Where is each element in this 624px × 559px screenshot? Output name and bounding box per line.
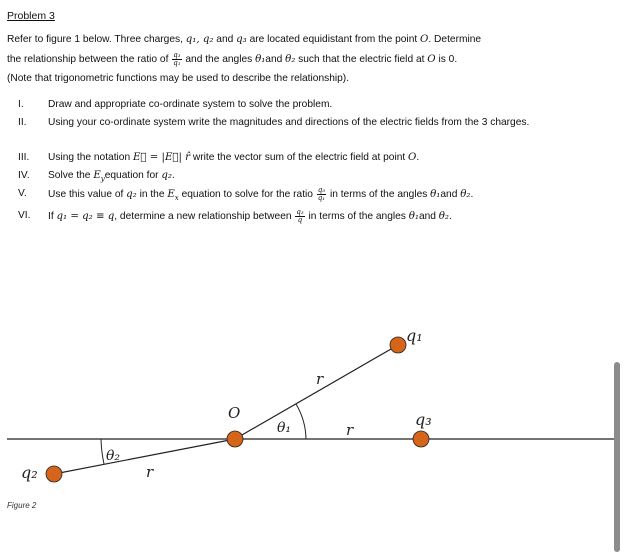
step5-and: and xyxy=(440,189,461,201)
label-q1: q₁ xyxy=(406,326,423,345)
problem-note: (Note that trigonometric functions may be used to describe the relationship). xyxy=(7,73,350,84)
step5-mid: in the xyxy=(136,189,168,201)
step-text: Using your co-ordinate system write the magnitudes and directions of the electric fields from the 3 charges. xyxy=(48,117,530,128)
ratio-numerator: q₃ xyxy=(317,186,326,194)
label-r-upper: r xyxy=(316,370,324,388)
label-r-right: r xyxy=(346,421,354,439)
step4-post: equation for xyxy=(104,170,162,181)
label-q3: q₃ xyxy=(415,410,432,429)
line2-text-e: is 0. xyxy=(435,54,458,66)
problem-title: Problem 3 xyxy=(7,10,55,22)
label-o: O xyxy=(228,404,241,422)
step-number: II. xyxy=(18,117,27,128)
line2-text-b: and the angles xyxy=(182,54,256,66)
line-o-q2 xyxy=(54,439,235,474)
label-r-lower: r xyxy=(146,463,154,481)
step5-pre: Use this value of xyxy=(48,189,127,201)
and-text: and xyxy=(213,34,237,45)
intro-text-a: Refer to figure 1 below. Three charges, xyxy=(7,34,186,45)
step6-end: . xyxy=(448,211,452,223)
q1-q2-symbols: q₁, q₂ xyxy=(185,34,214,45)
step6-pre: If xyxy=(48,211,57,223)
step4-end: . xyxy=(171,170,175,181)
step6-and: and xyxy=(418,211,439,223)
step6-mid: , determine a new relationship between xyxy=(114,211,295,223)
ratio-denominator: q₁ xyxy=(317,194,326,202)
point-o-symbol-3: O xyxy=(408,152,417,163)
ratio-numerator: q₃ xyxy=(296,208,304,216)
ex-symbol: E xyxy=(167,189,175,201)
step3-pre: Using the notation xyxy=(48,152,133,163)
step5-post2: in terms of the angles xyxy=(327,189,431,201)
charge-q3 xyxy=(413,431,429,447)
step-number: I. xyxy=(18,99,24,110)
ratio-denominator: q xyxy=(297,216,303,224)
figure-caption: Figure 2 xyxy=(7,501,37,510)
step-number: V. xyxy=(18,188,27,199)
step-text: Draw and appropriate co-ordinate system to solve the problem. xyxy=(48,99,333,110)
theta2-symbol: θ₂ xyxy=(438,211,449,223)
step6-post: in terms of the angles xyxy=(305,211,409,223)
label-theta2: θ₂ xyxy=(106,448,121,464)
step5-post: equation to solve for the ratio xyxy=(178,189,316,201)
intro-text-c: . Determine xyxy=(428,34,482,45)
step5-end: . xyxy=(470,189,474,201)
step-number: VI. xyxy=(18,210,31,221)
vertical-scrollbar[interactable] xyxy=(614,362,620,552)
ey-symbol: E xyxy=(93,170,101,181)
step-number: III. xyxy=(18,152,30,163)
ratio-numerator: q₃ xyxy=(173,51,181,59)
line2-text-c: and xyxy=(265,54,286,66)
point-o-dot xyxy=(227,431,243,447)
vector-notation: E⃗ = |E⃗| r̂ xyxy=(132,152,191,163)
ey-subscript: y xyxy=(100,175,105,184)
label-q2: q₂ xyxy=(21,463,38,482)
label-theta1: θ₁ xyxy=(277,420,292,436)
ex-subscript: x xyxy=(174,194,179,203)
line-o-q1 xyxy=(235,345,398,439)
ratio-denominator: q₁ xyxy=(173,59,181,67)
theta1-symbol: θ₁ xyxy=(430,189,441,201)
line2-text-d: such that the electric field at xyxy=(295,54,428,66)
intro-text-b: are located equidistant from the point xyxy=(246,34,421,45)
charge-q2 xyxy=(46,466,62,482)
q2-symbol: q₂ xyxy=(161,170,172,181)
step4-pre: Solve the xyxy=(48,170,94,181)
theta1-arc xyxy=(296,404,306,439)
charge-q1 xyxy=(390,337,406,353)
step3-post: write the vector sum of the electric field at point xyxy=(190,152,409,163)
point-o-symbol: O xyxy=(420,34,429,45)
q3-symbol: q₃ xyxy=(236,34,247,45)
step-number: IV. xyxy=(18,170,30,181)
theta2-arc xyxy=(101,439,104,464)
theta1-symbol: θ₁ xyxy=(255,54,266,66)
point-o-symbol-2: O xyxy=(427,54,436,66)
equal-charges-expr: q₁ = q₂ ≡ q xyxy=(56,211,115,223)
theta2-symbol: θ₂ xyxy=(460,189,471,201)
q2-symbol: q₂ xyxy=(126,189,137,201)
step3-end: . xyxy=(416,152,420,163)
line2-text-a: the relationship between the ratio of xyxy=(7,54,172,66)
theta2-symbol: θ₂ xyxy=(285,54,296,66)
theta1-symbol: θ₁ xyxy=(408,211,419,223)
